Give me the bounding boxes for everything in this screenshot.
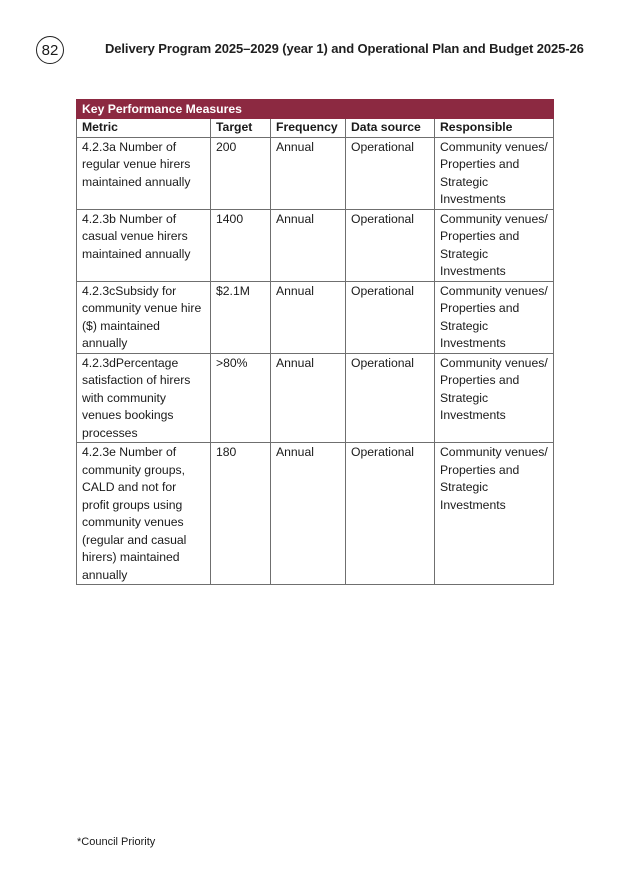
column-header-responsible: Responsible xyxy=(435,119,554,138)
target-cell: 1400 xyxy=(211,209,271,281)
frequency-cell: Annual xyxy=(271,443,346,585)
frequency-cell: Annual xyxy=(271,281,346,353)
table-row xyxy=(77,443,554,585)
metric-cell: 4.2.3a Number of regular venue hirers maintained annually xyxy=(77,137,211,209)
table-header-row xyxy=(77,119,554,138)
page-number xyxy=(36,36,64,64)
responsible-cell: Community venues/ Properties and Strategic Investments xyxy=(435,137,554,209)
frequency-cell: Annual xyxy=(271,353,346,443)
frequency-cell: Annual xyxy=(271,209,346,281)
document-title: Delivery Program 2025–2029 (year 1) and Operational Plan and Budget 2025-26 xyxy=(105,41,584,56)
target-cell: $2.1M xyxy=(211,281,271,353)
target-cell: 180 xyxy=(211,443,271,585)
table-caption: Key Performance Measures xyxy=(77,100,554,119)
data-source-cell: Operational xyxy=(346,443,435,585)
table-row xyxy=(77,353,554,443)
column-header-frequency: Frequency xyxy=(271,119,346,138)
table-row xyxy=(77,137,554,209)
data-source-cell: Operational xyxy=(346,209,435,281)
column-header-metric: Metric xyxy=(77,119,211,138)
data-source-cell: Operational xyxy=(346,137,435,209)
target-cell: >80% xyxy=(211,353,271,443)
responsible-cell: Community venues/ Properties and Strategic Investments xyxy=(435,353,554,443)
column-header-target: Target xyxy=(211,119,271,138)
responsible-cell: Community venues/ Properties and Strategic Investments xyxy=(435,209,554,281)
table-caption-row xyxy=(77,100,554,119)
table-row xyxy=(77,209,554,281)
frequency-cell: Annual xyxy=(271,137,346,209)
responsible-cell: Community venues/ Properties and Strategic Investments xyxy=(435,281,554,353)
column-header-data-source: Data source xyxy=(346,119,435,138)
responsible-cell: Community venues/ Properties and Strategic Investments xyxy=(435,443,554,585)
metric-cell: 4.2.3e Number of community groups, CALD and not for profit groups using community venues (regular and casual hirers) maintained annually xyxy=(77,443,211,585)
table-row xyxy=(77,281,554,353)
footnote-council-priority: *Council Priority xyxy=(77,836,156,848)
metric-cell: 4.2.3b Number of casual venue hirers maintained annually xyxy=(77,209,211,281)
data-source-cell: Operational xyxy=(346,353,435,443)
page-number-label: 82 xyxy=(41,41,59,59)
metric-cell: 4.2.3cSubsidy for community venue hire ($) maintained annually xyxy=(77,281,211,353)
data-source-cell: Operational xyxy=(346,281,435,353)
target-cell: 200 xyxy=(211,137,271,209)
key-performance-measures-table xyxy=(76,99,554,585)
metric-cell: 4.2.3dPercentage satisfaction of hirers with community venues bookings processes xyxy=(77,353,211,443)
